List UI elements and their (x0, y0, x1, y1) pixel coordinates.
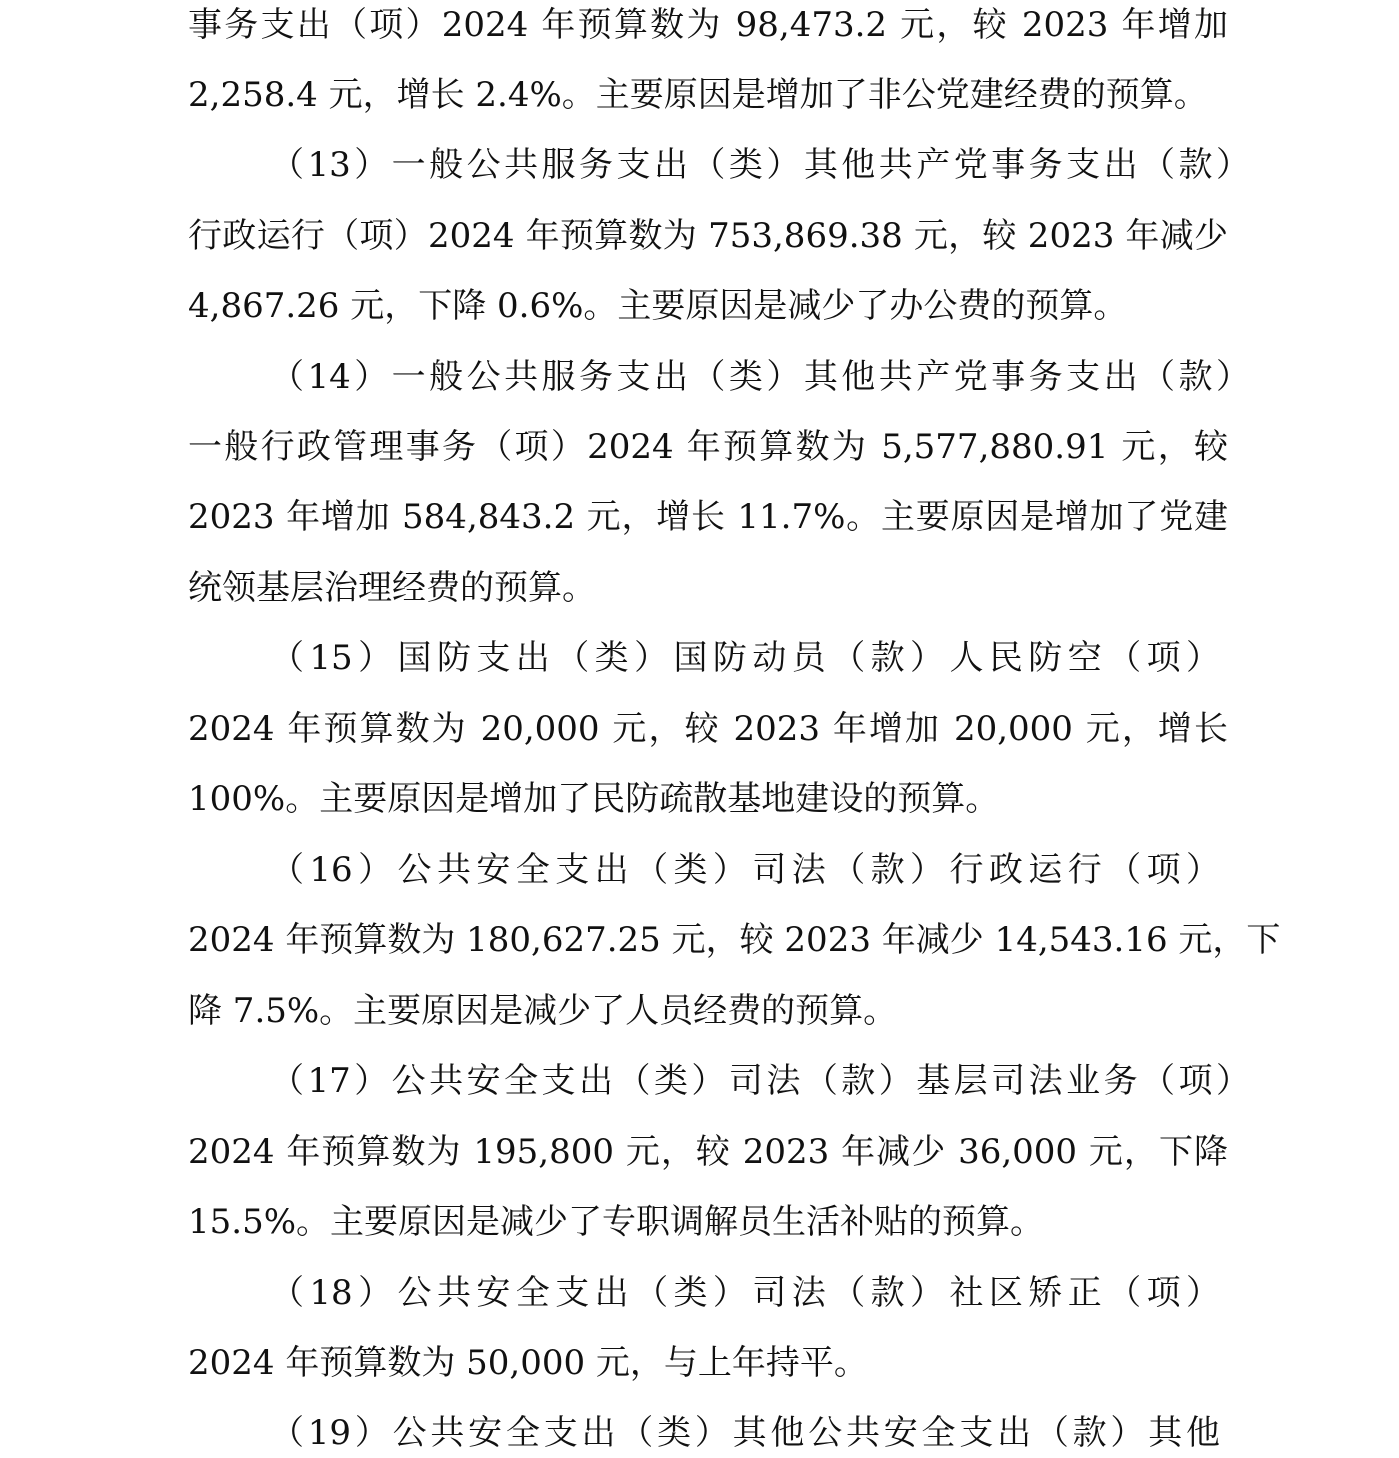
paragraph-line: 100%。主要原因是增加了民防疏散基地建设的预算。 (188, 779, 1000, 819)
paragraph-heading-line: （17）公共安全支出（类）司法（款）基层司法业务（项） (270, 1061, 1250, 1101)
paragraph-heading-line: （13）一般公共服务支出（类）其他共产党事务支出（款） (270, 145, 1250, 185)
paragraph-line: 事务支出（项）2024 年预算数为 98,473.2 元，较 2023 年增加 (188, 5, 1228, 45)
paragraph-line: 降 7.5%。主要原因是减少了人员经费的预算。 (188, 991, 898, 1031)
paragraph-line: 2024 年预算数为 20,000 元，较 2023 年增加 20,000 元，增长 (188, 709, 1228, 749)
paragraph-line: 行政运行（项）2024 年预算数为 753,869.38 元，较 2023 年减少 (188, 216, 1228, 256)
paragraph-line: 15.5%。主要原因是减少了专职调解员生活补贴的预算。 (188, 1202, 1045, 1242)
paragraph-heading-line: （16）公共安全支出（类）司法（款）行政运行（项） (270, 850, 1220, 890)
paragraph-line: 4,867.26 元，下降 0.6%。主要原因是减少了办公费的预算。 (188, 286, 1128, 326)
paragraph-line: 一般行政管理事务（项）2024 年预算数为 5,577,880.91 元，较 (188, 427, 1228, 467)
paragraph-heading-line: （19）公共安全支出（类）其他公共安全支出（款）其他 (270, 1413, 1220, 1453)
paragraph-line: 2,258.4 元，增长 2.4%。主要原因是增加了非公党建经费的预算。 (188, 75, 1208, 115)
paragraph-heading-line: （15）国防支出（类）国防动员（款）人民防空（项） (270, 638, 1220, 678)
paragraph-line: 统领基层治理经费的预算。 (188, 568, 596, 608)
paragraph-heading-line: （14）一般公共服务支出（类）其他共产党事务支出（款） (270, 357, 1250, 397)
paragraph-line: 2024 年预算数为 195,800 元，较 2023 年减少 36,000 元，下降 (188, 1132, 1228, 1172)
paragraph-line: 2024 年预算数为 180,627.25 元，较 2023 年减少 14,543.16 元，下 (188, 920, 1281, 960)
paragraph-heading-line: （18）公共安全支出（类）司法（款）社区矫正（项） (270, 1273, 1220, 1313)
paragraph-line: 2024 年预算数为 50,000 元，与上年持平。 (188, 1343, 868, 1383)
paragraph-line: 2023 年增加 584,843.2 元，增长 11.7%。主要原因是增加了党建 (188, 497, 1228, 537)
